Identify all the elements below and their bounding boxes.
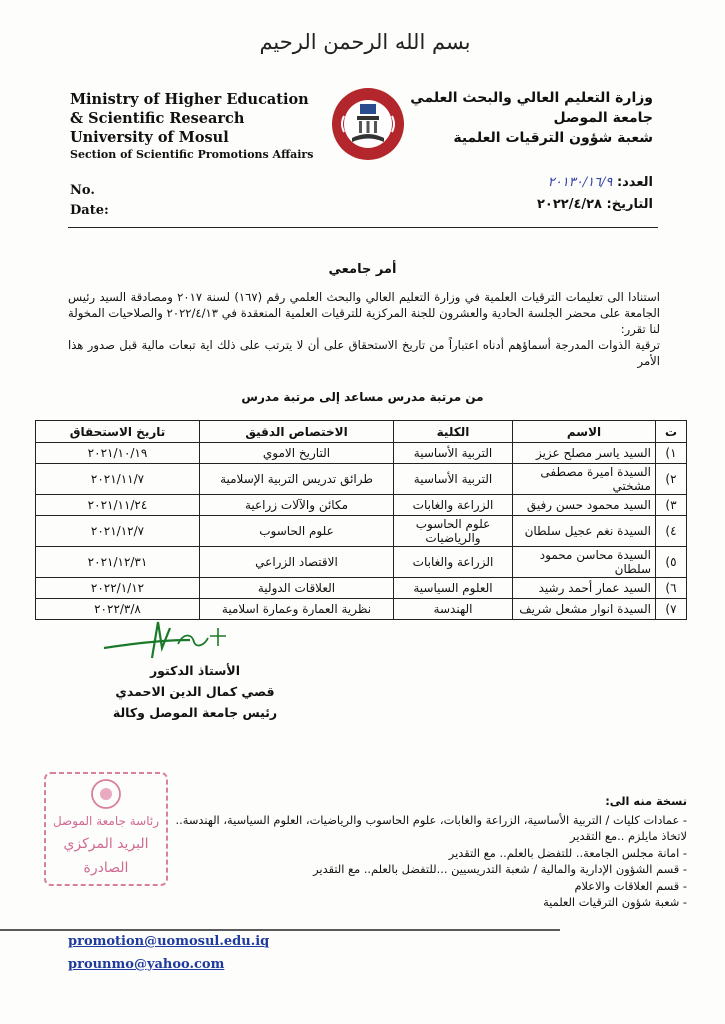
table-row: [36, 516, 687, 547]
document-title: أمر جامعي: [328, 262, 397, 277]
signer-position: رئيس جامعة الموصل وكالة: [112, 705, 278, 720]
stamp-line-1: رئاسة جامعة الموصل: [52, 814, 160, 828]
arabic-reference: [403, 172, 653, 216]
promotion-subtitle: من مرتبة مدرس مساعد إلى مرتبة مدرس: [241, 390, 484, 404]
cell-name: السيد ياسر مصلح عزيز: [513, 443, 656, 464]
list-item: - قسم العلاقات والاعلام: [574, 878, 687, 893]
order-decision-text: ترقية الذوات المدرجة أسماؤهم أدناه اعتباراً من تاريخ الاستحقاق على أن لا يترتب على ذلك اية تبعات مالية قبل صدور هذا الأمر: [68, 338, 660, 368]
university-name-ar: جامعة الموصل: [553, 110, 653, 126]
cell-index: ٣): [656, 495, 687, 516]
cell-due-date: ٢٠٢١/١٢/٣١: [36, 547, 200, 578]
cell-name: السيدة نغم عجيل سلطان: [513, 516, 656, 547]
cell-due-date: ٢٠٢١/١٠/١٩: [36, 443, 200, 464]
cell-college: الزراعة والغابات: [394, 547, 513, 578]
header-college: الكلية: [394, 421, 513, 443]
list-item: - امانة مجلس الجامعة.. للتفضل بالعلم.. مع التقدير: [448, 845, 687, 860]
stamp-line-2: البريد المركزي: [63, 836, 149, 852]
stamp-line-3: الصادرة: [83, 860, 129, 876]
arabic-letterhead: [403, 88, 653, 148]
table-row: [36, 578, 687, 599]
header-due-date: تاريخ الاستحقاق: [36, 421, 200, 443]
cell-college: الهندسة: [394, 599, 513, 620]
ar-date-label: التاريخ:: [606, 197, 653, 212]
copies-list: [167, 793, 687, 911]
section-name-ar: شعبة شؤون الترقيات العلمية: [453, 130, 653, 146]
cell-index: ١): [656, 443, 687, 464]
cell-specialization: الاقتصاد الزراعي: [200, 547, 394, 578]
cell-college: التربية الأساسية: [394, 443, 513, 464]
ministry-name-en: Ministry of Higher Education: [70, 91, 309, 108]
cell-specialization: علوم الحاسوب: [200, 516, 394, 547]
list-item: - شعبة شؤون الترقيات العلمية: [543, 895, 687, 909]
en-number-label: No.: [70, 183, 95, 198]
table-row: [36, 464, 687, 495]
bismillah-calligraphy: بسم الله الرحمن الرحيم: [259, 30, 471, 54]
central-mail-stamp: [42, 770, 170, 888]
table-header-row: [36, 421, 687, 443]
header-specialization: الاختصاص الدقيق: [200, 421, 394, 443]
section-name-en: Section of Scientific Promotions Affairs: [70, 148, 314, 161]
cell-specialization: العلاقات الدولية: [200, 578, 394, 599]
copies-heading: نسخة منه الى:: [605, 794, 687, 808]
cell-specialization: التاريخ الاموي: [200, 443, 394, 464]
list-item: - عمادات كليات / التربية الأساسية، الزراعة والغابات، علوم الحاسوب والرياضيات، العلوم السياسية، الهندسة.. لاتخاذ مايلزم ..مع التقدير: [175, 812, 687, 843]
yahoo-email-link[interactable]: prounmo@yahoo.com: [68, 957, 225, 972]
ar-date-value: ٢٠٢٢/٤/٢٨: [536, 197, 602, 212]
order-paragraph: [68, 289, 660, 369]
university-name-en: University of Mosul: [70, 129, 229, 146]
cell-specialization: طرائق تدريس التربية الإسلامية: [200, 464, 394, 495]
cell-college: العلوم السياسية: [394, 578, 513, 599]
cell-name: السيد محمود حسن رفيق: [513, 495, 656, 516]
cell-due-date: ٢٠٢١/١٢/٧: [36, 516, 200, 547]
order-basis-text: استنادا الى تعليمات الترقيات العلمية في وزارة التعليم العالي والبحث العلمي رقم (١٦٧) لسنة ٢٠١٧ ومصادقة السيد رئيس الجامعة على محضر الجلسة الحادية والعشرون للجنة المركزية للترقيات العلمية المنعقدة في ٢٠٢٢/٤/١٣ والصلاحيات المخولة لنا تقرر:: [68, 290, 660, 336]
signer-name: قصي كمال الدين الاحمدي: [115, 684, 275, 699]
cell-specialization: نظرية العمارة وعمارة اسلامية: [200, 599, 394, 620]
table-row: [36, 599, 687, 620]
cell-due-date: ٢٠٢١/١١/٧: [36, 464, 200, 495]
cell-index: ٥): [656, 547, 687, 578]
cell-name: السيدة انوار مشعل شريف: [513, 599, 656, 620]
cell-college: الزراعة والغابات: [394, 495, 513, 516]
cell-due-date: ٢٠٢٢/٣/٨: [36, 599, 200, 620]
en-date-label: Date:: [70, 203, 109, 218]
cell-index: ٤): [656, 516, 687, 547]
ministry-name-ar: وزارة التعليم العالي والبحث العلمي: [410, 90, 653, 106]
cell-specialization: مكائن والآلات زراعية: [200, 495, 394, 516]
english-letterhead: [70, 90, 320, 163]
list-item: - قسم الشؤون الإدارية والمالية / شعبة التدريسيين ...للتفضل بالعلم.. مع التقدير: [313, 862, 687, 876]
ministry-name-en-2: & Scientific Research: [70, 110, 245, 127]
header-name: الاسم: [513, 421, 656, 443]
cell-name: السيد عمار أحمد رشيد: [513, 578, 656, 599]
english-reference: [70, 181, 109, 221]
table-row: [36, 443, 687, 464]
signer-title: الأستاذ الدكتور: [149, 663, 241, 678]
header-divider: [68, 227, 658, 228]
signature-block: [90, 660, 300, 723]
promotion-email-link[interactable]: promotion@uomosul.edu.iq: [68, 934, 270, 949]
cell-index: ٢): [656, 464, 687, 495]
cell-college: التربية الأساسية: [394, 464, 513, 495]
ar-number-label: العدد:: [616, 175, 653, 190]
header-index: ت: [656, 421, 687, 443]
cell-name: السيدة اميرة مصطفى مشختي: [513, 464, 656, 495]
ar-number-value: ٢٠١٣٠/١٦/٩: [547, 175, 613, 190]
cell-index: ٦): [656, 578, 687, 599]
university-logo: [330, 86, 406, 162]
footer-divider: [0, 929, 560, 931]
cell-index: ٧): [656, 599, 687, 620]
cell-college: علوم الحاسوب والرياضيات: [394, 516, 513, 547]
promotions-table: [35, 420, 687, 620]
cell-name: السيدة محاسن محمود سلطان: [513, 547, 656, 578]
table-row: [36, 547, 687, 578]
cell-due-date: ٢٠٢١/١١/٢٤: [36, 495, 200, 516]
table-row: [36, 495, 687, 516]
cell-due-date: ٢٠٢٢/١/١٢: [36, 578, 200, 599]
